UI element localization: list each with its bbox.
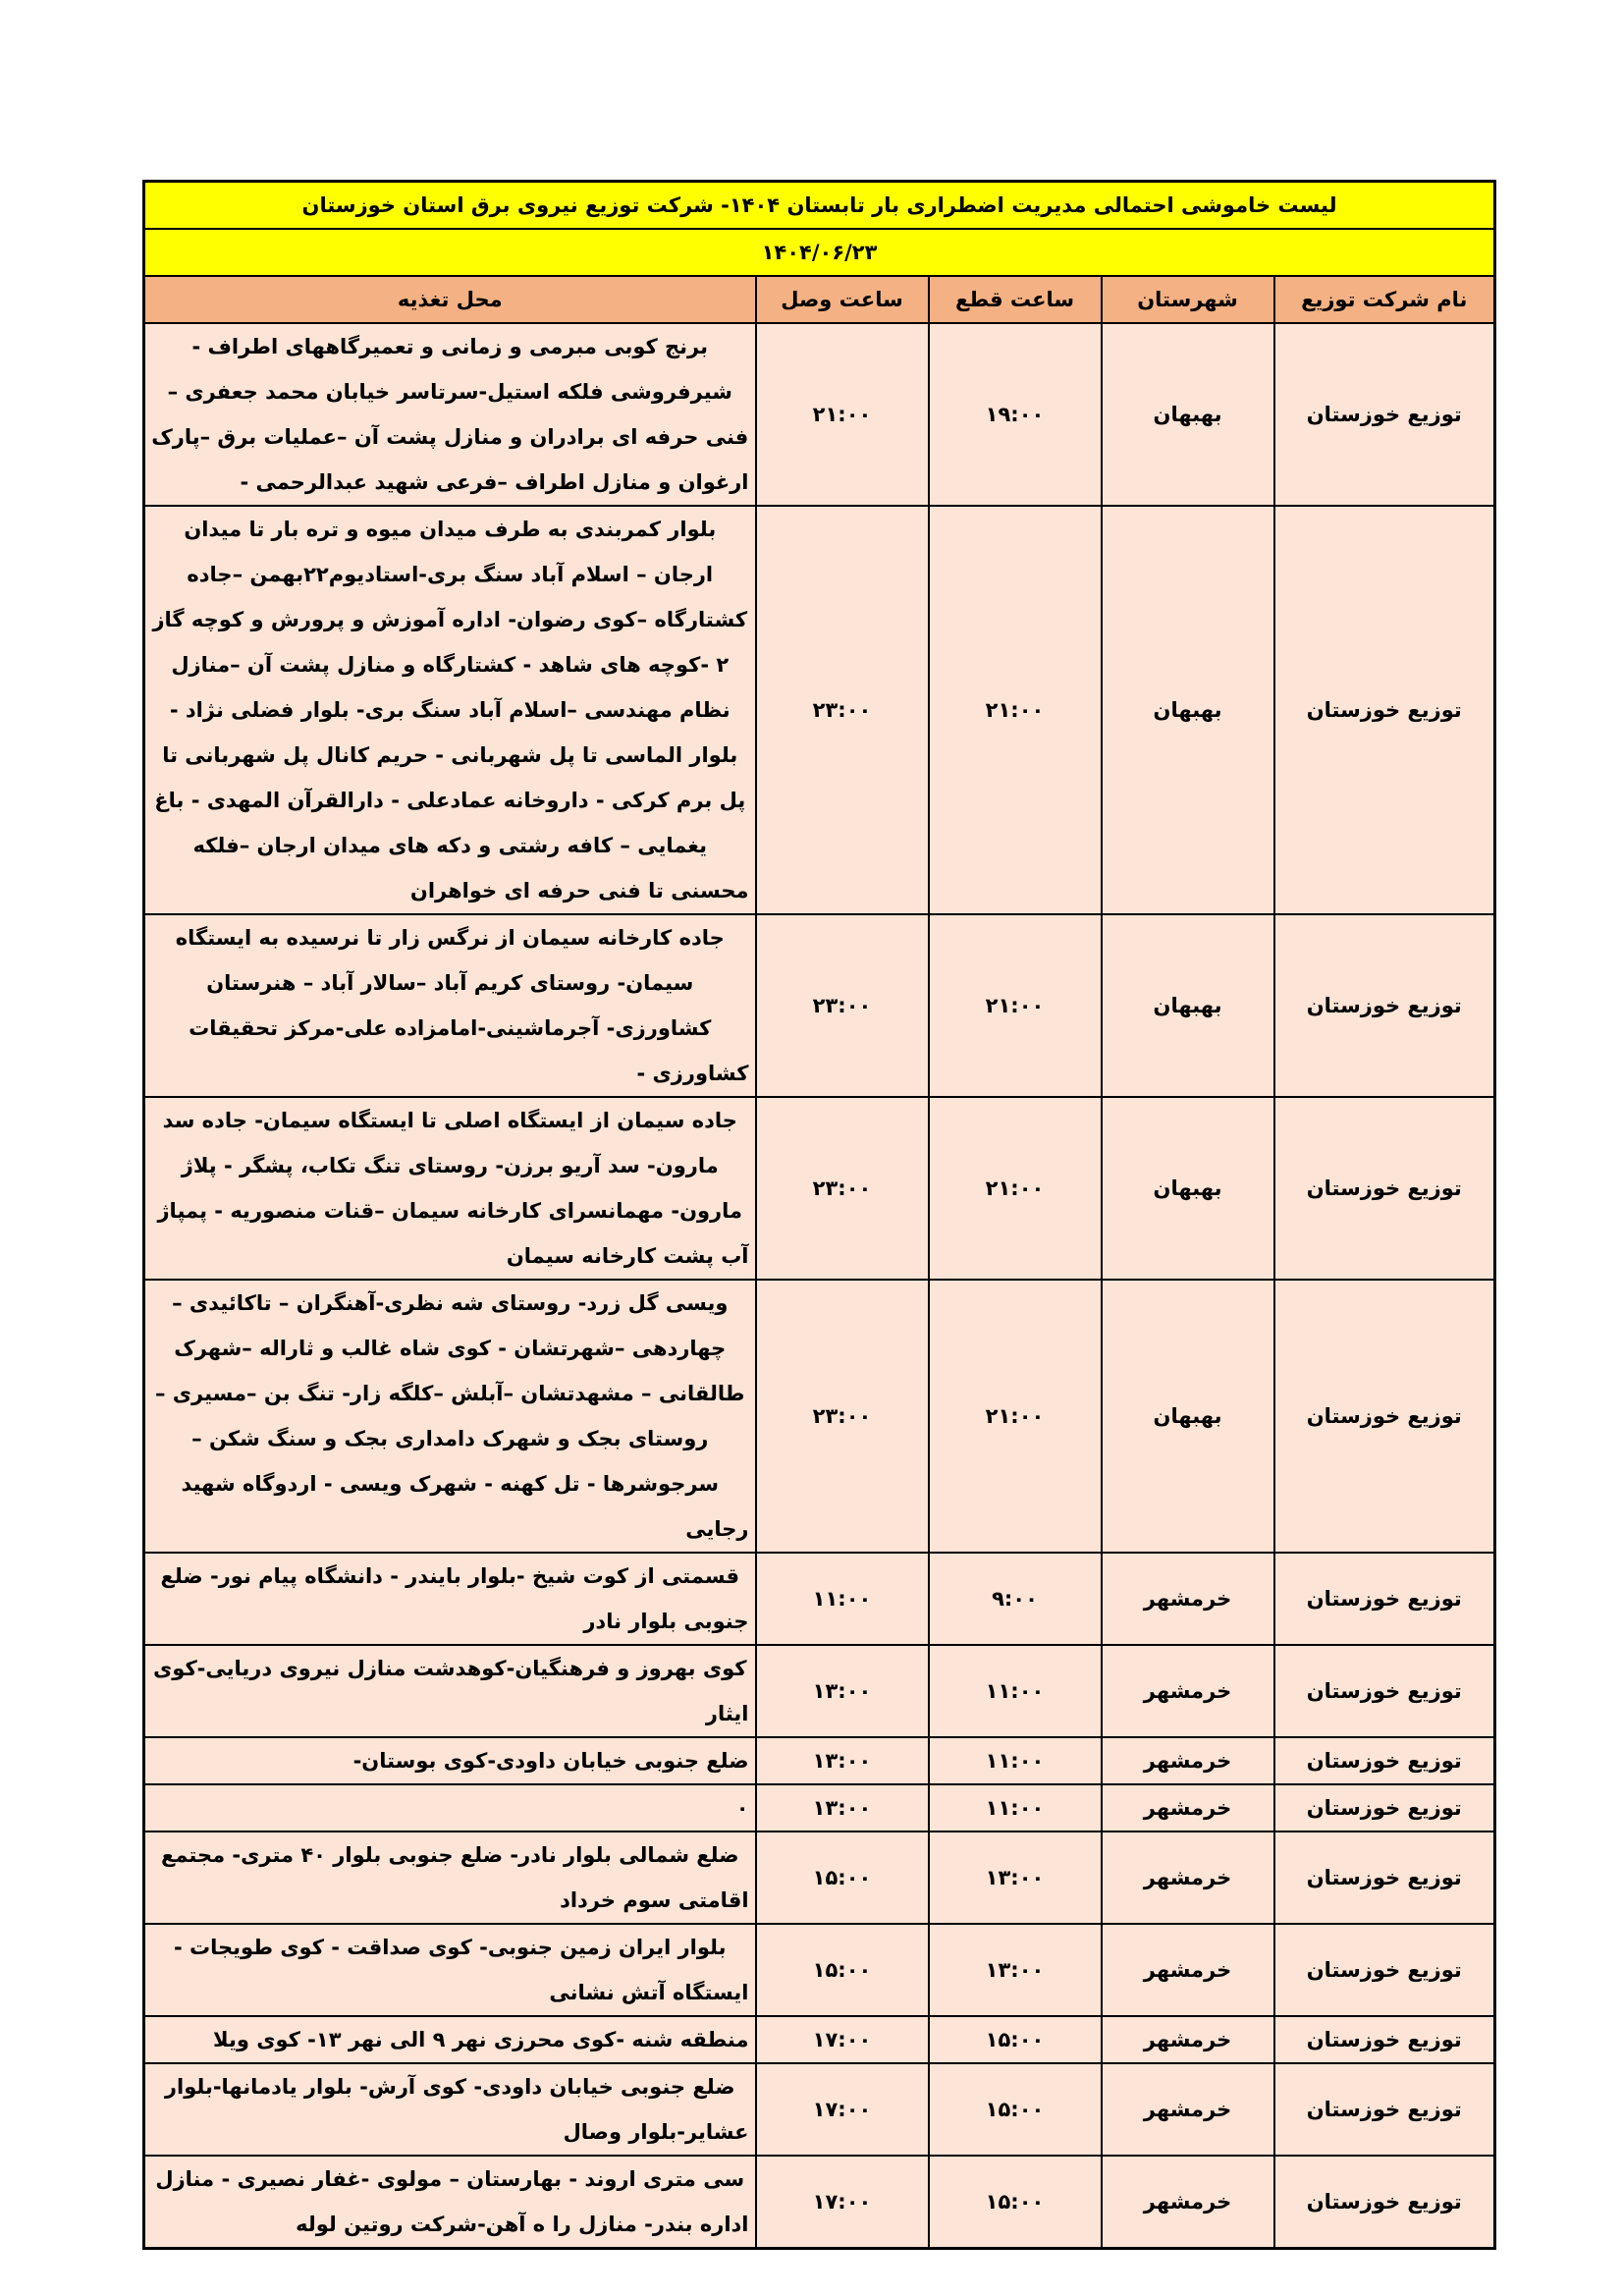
company-cell: توزیع خوزستان [1274,1553,1495,1645]
cut-time-cell: ۱۱:۰۰ [929,1784,1102,1831]
area-cell: جاده کارخانه سیمان از نرگس زار تا نرسیده به ایستگاه سیمان- روستای کریم آباد –سالار آباد – هنرستان کشاورزی- آجرماشینی-امامزاده علی-مرکز تحقیقات کشاورزی - [144,914,756,1097]
header-connect-time: ساعت وصل [756,276,929,323]
cut-time-cell: ۱۵:۰۰ [929,2156,1102,2249]
company-cell: توزیع خوزستان [1274,1924,1495,2016]
cut-time-cell: ۱۵:۰۰ [929,2063,1102,2156]
area-cell: قسمتی از کوت شیخ -بلوار بایندر - دانشگاه پیام نور- ضلع جنوبی بلوار نادر [144,1553,756,1645]
company-cell: توزیع خوزستان [1274,2063,1495,2156]
area-cell: جاده سیمان از ایستگاه اصلی تا ایستگاه سیمان- جاده سد مارون- سد آریو برزن- روستای تنگ تکاب، پشگر - پلاژ مارون- مهمانسرای کارخانه سیمان –قنات منصوریه - پمپاژ آب پشت کارخانه سیمان [144,1097,756,1280]
outage-table [142,180,1496,2250]
city-cell: بهبهان [1102,1097,1274,1280]
cut-time-cell: ۱۳:۰۰ [929,1831,1102,1924]
table-row [144,1280,1495,1553]
table-title: لیست خاموشی احتمالی مدیریت اضطراری بار تابستان ۱۴۰۴- شرکت توزیع نیروی برق استان خوزستان [144,182,1495,230]
table-row [144,1784,1495,1831]
city-cell: خرمشهر [1102,2016,1274,2063]
cut-time-cell: ۲۱:۰۰ [929,1097,1102,1280]
area-cell: ۰ [144,1784,756,1831]
connect-time-cell: ۲۳:۰۰ [756,914,929,1097]
connect-time-cell: ۲۳:۰۰ [756,1097,929,1280]
area-cell: ضلع جنوبی خیابان داودی- کوی آرش- بلوار یادمانها-بلوار عشایر-بلوار وصال [144,2063,756,2156]
table-row [144,1645,1495,1737]
area-cell: ضلع جنوبی خیابان داودی-کوی بوستان- [144,1737,756,1784]
date-row [144,229,1495,276]
table-date: ۱۴۰۴/۰۶/۲۳ [144,229,1495,276]
header-cut-time: ساعت قطع [929,276,1102,323]
company-cell: توزیع خوزستان [1274,2016,1495,2063]
header-row [144,276,1495,323]
city-cell: خرمشهر [1102,1784,1274,1831]
company-cell: توزیع خوزستان [1274,323,1495,506]
company-cell: توزیع خوزستان [1274,2156,1495,2249]
company-cell: توزیع خوزستان [1274,1097,1495,1280]
city-cell: خرمشهر [1102,1553,1274,1645]
table-row [144,1737,1495,1784]
area-cell: ضلع شمالی بلوار نادر- ضلع جنوبی بلوار ۴۰ متری- مجتمع اقامتی سوم خرداد [144,1831,756,1924]
city-cell: خرمشهر [1102,2063,1274,2156]
connect-time-cell: ۲۳:۰۰ [756,1280,929,1553]
header-company: نام شرکت توزیع [1274,276,1495,323]
connect-time-cell: ۱۱:۰۰ [756,1553,929,1645]
connect-time-cell: ۱۳:۰۰ [756,1737,929,1784]
cut-time-cell: ۲۱:۰۰ [929,914,1102,1097]
connect-time-cell: ۲۱:۰۰ [756,323,929,506]
table-row [144,2016,1495,2063]
connect-time-cell: ۱۵:۰۰ [756,1924,929,2016]
connect-time-cell: ۱۷:۰۰ [756,2156,929,2249]
connect-time-cell: ۱۷:۰۰ [756,2016,929,2063]
cut-time-cell: ۱۳:۰۰ [929,1924,1102,2016]
table-row [144,1924,1495,2016]
table-row [144,506,1495,914]
city-cell: خرمشهر [1102,1924,1274,2016]
area-cell: کوی بهروز و فرهنگیان-کوهدشت منازل نیروی دریایی-کوی ایثار [144,1645,756,1737]
table-row [144,1831,1495,1924]
area-cell: سی متری اروند - بهارستان – مولوی -غفار نصیری - منازل اداره بندر- منازل را ه آهن-شرکت روتین لوله [144,2156,756,2249]
company-cell: توزیع خوزستان [1274,1280,1495,1553]
cut-time-cell: ۲۱:۰۰ [929,506,1102,914]
connect-time-cell: ۱۵:۰۰ [756,1831,929,1924]
connect-time-cell: ۱۷:۰۰ [756,2063,929,2156]
header-area: محل تغذیه [144,276,756,323]
table-row [144,2063,1495,2156]
city-cell: بهبهان [1102,914,1274,1097]
connect-time-cell: ۲۳:۰۰ [756,506,929,914]
company-cell: توزیع خوزستان [1274,506,1495,914]
header-city: شهرستان [1102,276,1274,323]
cut-time-cell: ۲۱:۰۰ [929,1280,1102,1553]
city-cell: بهبهان [1102,323,1274,506]
city-cell: خرمشهر [1102,1645,1274,1737]
cut-time-cell: ۱۱:۰۰ [929,1645,1102,1737]
connect-time-cell: ۱۳:۰۰ [756,1784,929,1831]
table-row [144,1097,1495,1280]
company-cell: توزیع خوزستان [1274,1784,1495,1831]
area-cell: برنج کوبی مبرمی و زمانی و تعمیرگاههای اطراف - شیرفروشی فلکه استیل-سرتاسر خیابان محمد جعفری –فنی حرفه ای برادران و منازل پشت آن –عملیات برق –پارک ارغوان و منازل اطراف –فرعی شهید عبدالرحمی - [144,323,756,506]
city-cell: بهبهان [1102,1280,1274,1553]
company-cell: توزیع خوزستان [1274,914,1495,1097]
city-cell: خرمشهر [1102,1737,1274,1784]
area-cell: ویسی گل زرد- روستای شه نظری-آهنگران – تاکائیدی – چهاردهی –شهرتشان - کوی شاه غالب و ثاراله –شهرک طالقانی – مشهدتشان –آبلش –کلگه زار- تنگ بن –مسیری – روستای بجک و شهرک دامداری بجک و سنگ شکن – سرجوشرها - تل کهنه - شهرک ویسی - اردوگاه شهید رجایی [144,1280,756,1553]
table-row [144,914,1495,1097]
table-row [144,2156,1495,2249]
company-cell: توزیع خوزستان [1274,1737,1495,1784]
connect-time-cell: ۱۳:۰۰ [756,1645,929,1737]
company-cell: توزیع خوزستان [1274,1645,1495,1737]
cut-time-cell: ۱۱:۰۰ [929,1737,1102,1784]
cut-time-cell: ۱۵:۰۰ [929,2016,1102,2063]
area-cell: بلوار ایران زمین جنوبی- کوی صداقت - کوی طویجات - ایستگاه آتش نشانی [144,1924,756,2016]
title-row [144,182,1495,230]
table-row [144,323,1495,506]
area-cell: بلوار کمربندی به طرف میدان میوه و تره بار تا میدان ارجان – اسلام آباد سنگ بری-استادیوم۲۲بهمن –جاده کشتارگاه –کوی رضوان- اداره آموزش و پرورش و کوچه گاز ۲ -کوچه های شاهد - کشتارگاه و منازل پشت آن –منازل نظام مهندسی –اسلام آباد سنگ بری- بلوار فضلی نژاد - بلوار الماسی تا پل شهربانی - حریم کانال پل شهربانی تا پل برم کرکی - داروخانه عمادعلی - دارالقرآن المهدی - باغ یغمایی – کافه رشتی و دکه های میدان ارجان –فلکه محسنی تا فنی حرفه ای خواهران [144,506,756,914]
company-cell: توزیع خوزستان [1274,1831,1495,1924]
table-row [144,1553,1495,1645]
cut-time-cell: ۹:۰۰ [929,1553,1102,1645]
city-cell: خرمشهر [1102,1831,1274,1924]
cut-time-cell: ۱۹:۰۰ [929,323,1102,506]
area-cell: منطقه شنه -کوی محرزی نهر ۹ الی نهر ۱۳- کوی ویلا [144,2016,756,2063]
city-cell: بهبهان [1102,506,1274,914]
city-cell: خرمشهر [1102,2156,1274,2249]
